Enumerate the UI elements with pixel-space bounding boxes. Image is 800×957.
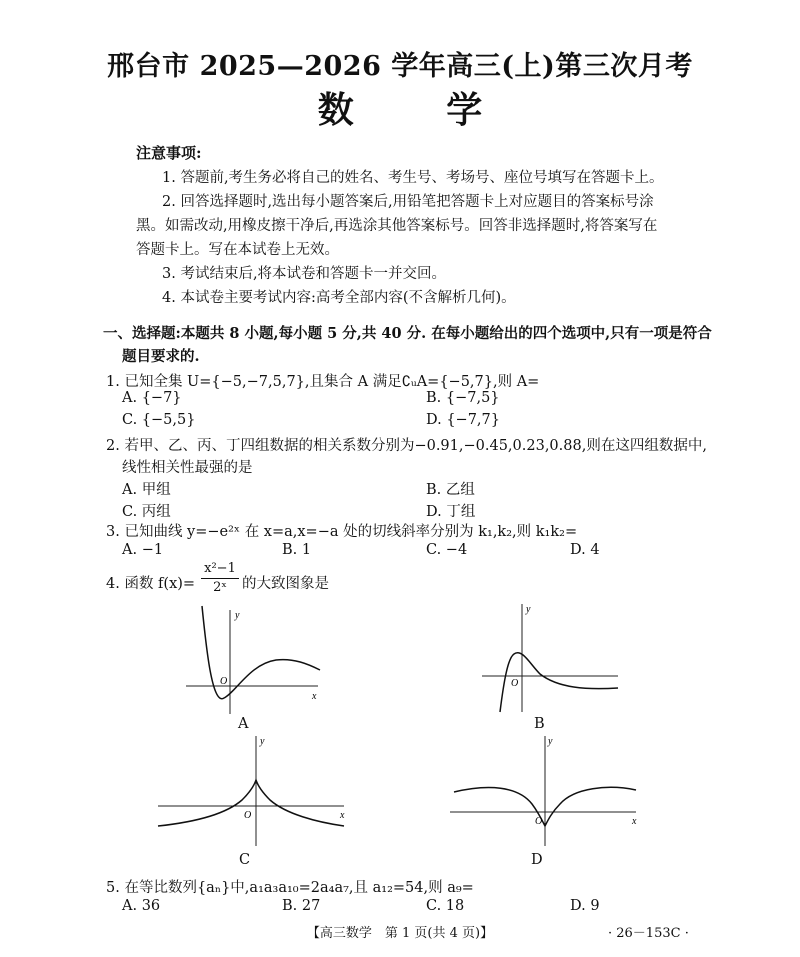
exam-code: · 26－153C · (608, 926, 689, 941)
notice-line-5: 3. 考试结束后,将本试卷和答题卡一并交回。 (162, 266, 447, 282)
graph-b-origin: O (511, 678, 519, 689)
question-5-option-d[interactable]: D. 9 (570, 898, 600, 914)
question-3-stem: 3. 已知曲线 y=−e²ˣ 在 x=a,x=−a 处的切线斜率分别为 k₁,k₂,则 k₁k₂= (106, 524, 578, 540)
graph-d-y-label: y (548, 736, 553, 747)
graph-d[interactable] (448, 734, 648, 849)
question-4-stem-suffix: 的大致图象是 (242, 576, 329, 592)
graph-c-x-label: x (340, 810, 345, 821)
question-2-option-b[interactable]: B. 乙组 (426, 482, 475, 498)
question-1-option-c[interactable]: C. {−5,5} (122, 412, 196, 428)
notice-line-6: 4. 本试卷主要考试内容:高考全部内容(不含解析几何)。 (162, 290, 516, 306)
question-5-option-b[interactable]: B. 27 (282, 898, 321, 914)
question-5-option-c[interactable]: C. 18 (426, 898, 465, 914)
fraction-bar (201, 578, 239, 579)
graph-a[interactable] (180, 606, 330, 716)
question-3-option-c[interactable]: C. −4 (426, 542, 468, 558)
question-1-option-a[interactable]: A. {−7} (122, 390, 182, 406)
question-3-option-d[interactable]: D. 4 (570, 542, 600, 558)
question-4-stem-prefix: 4. 函数 f(x)= (106, 576, 196, 592)
graph-c-label: C (239, 852, 251, 868)
graph-d-origin: O (535, 816, 543, 827)
question-2-option-a[interactable]: A. 甲组 (122, 482, 171, 498)
graph-b-label: B (534, 716, 545, 732)
notice-line-4: 答题卡上。写在本试卷上无效。 (136, 242, 339, 258)
graph-a-y-label: y (235, 610, 240, 621)
page-footer: 【高三数学 第 1 页(共 4 页)】 (306, 926, 494, 941)
exam-title: 邢台市 2025—2026 学年高三(上)第三次月考 (107, 51, 693, 82)
notice-line-1: 1. 答题前,考生务必将自己的姓名、考生号、考场号、座位号填写在答题卡上。 (162, 170, 664, 186)
section-heading-cont: 题目要求的. (122, 348, 200, 365)
graph-c-y-label: y (260, 736, 265, 747)
question-3-option-b[interactable]: B. 1 (282, 542, 312, 558)
graph-d-label: D (531, 852, 543, 868)
question-1-stem: 1. 已知全集 U={−5,−7,5,7},且集合 A 满足∁ᵤA={−5,7},则 A= (106, 374, 540, 390)
graph-c-origin: O (244, 810, 252, 821)
notice-line-3: 黑。如需改动,用橡皮擦干净后,再选涂其他答案标号。回答非选择题时,将答案写在 (136, 218, 658, 234)
question-2-stem-cont: 线性相关性最强的是 (122, 460, 253, 476)
question-1-option-d[interactable]: D. {−7,7} (426, 412, 500, 428)
graph-a-label: A (238, 716, 249, 732)
graph-b-y-label: y (526, 604, 531, 615)
question-3-option-a[interactable]: A. −1 (122, 542, 164, 558)
question-4-numerator: x²−1 (204, 561, 236, 576)
subject-title: 数 学 (317, 89, 523, 131)
question-5-stem: 5. 在等比数列{aₙ}中,a₁a₃a₁₀=2a₄a₇,且 a₁₂=54,则 a₉= (106, 880, 474, 896)
question-2-option-d[interactable]: D. 丁组 (426, 504, 476, 520)
graph-d-x-label: x (632, 816, 637, 827)
notice-line-2: 2. 回答选择题时,选出每小题答案后,用铅笔把答题卡上对应题目的答案标号涂 (162, 194, 654, 210)
graph-b[interactable] (478, 600, 628, 715)
section-heading: 一、选择题:本题共 8 小题,每小题 5 分,共 40 分. 在每小题给出的四个选项中,只有一项是符合 (103, 325, 712, 342)
question-2-option-c[interactable]: C. 丙组 (122, 504, 171, 520)
graph-c[interactable] (156, 734, 356, 849)
notice-heading: 注意事项: (136, 144, 202, 162)
graph-a-origin: O (220, 676, 228, 687)
question-2-stem: 2. 若甲、乙、丙、丁四组数据的相关系数分别为−0.91,−0.45,0.23,0.88,则在这四组数据中, (106, 438, 707, 454)
question-1-option-b[interactable]: B. {−7,5} (426, 390, 500, 406)
question-4-denominator: 2ˣ (213, 580, 227, 595)
question-5-option-a[interactable]: A. 36 (122, 898, 161, 914)
graph-a-x-label: x (312, 691, 317, 702)
